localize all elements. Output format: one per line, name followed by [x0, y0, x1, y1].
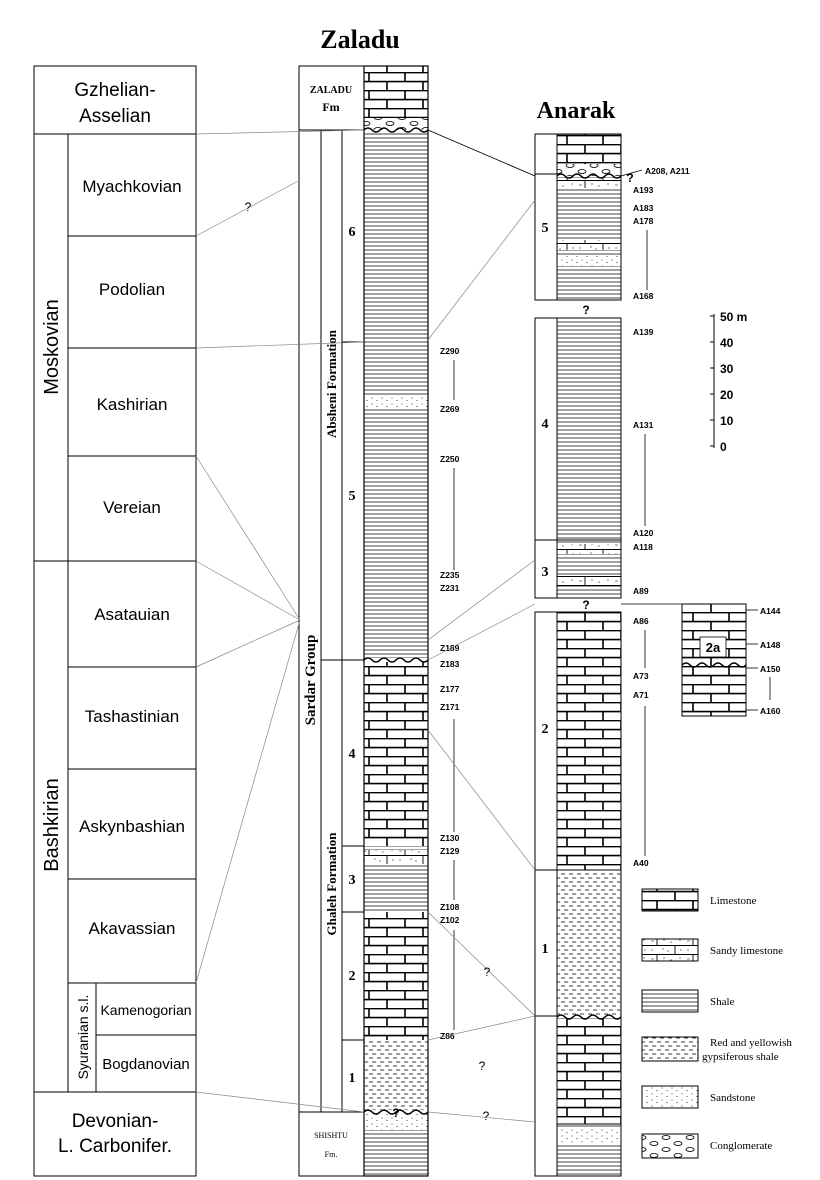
anarak-litho-unit3-sl1	[557, 544, 621, 554]
unit-2a-label: 2a	[705, 640, 721, 655]
sample-a183: A183	[633, 203, 654, 213]
sample-z130: Z130	[440, 833, 460, 843]
zaladu-litho-unit3-sandylime	[364, 850, 428, 864]
anarak-litho-unit2	[557, 612, 621, 870]
sample-a86: A86	[633, 616, 649, 626]
stage-tashastinian: Tashastinian	[84, 707, 180, 726]
anarak-title: Anarak	[536, 98, 616, 124]
anarak-unit2a-litho	[682, 604, 746, 716]
sample-a148: A148	[760, 640, 781, 650]
sample-z86: Z86	[440, 1031, 455, 1041]
stage-kamenogorian: Kamenogorian	[100, 1002, 192, 1018]
zaladu-unit-6: 6	[348, 225, 356, 240]
legend-label-limestone: Limestone	[710, 895, 757, 907]
legend-swatch-shale	[642, 990, 698, 1012]
sample-z189: Z189	[440, 643, 460, 653]
sample-z102: Z102	[440, 915, 460, 925]
legend-swatch-conglomerate	[642, 1134, 698, 1158]
sardar-group-label: Sardar Group	[303, 634, 319, 726]
query-mark-2: ?	[483, 965, 491, 979]
stage-devonian: Devonian-	[71, 1111, 159, 1132]
sample-z290: Z290	[440, 346, 460, 356]
legend	[642, 889, 792, 1158]
sample-a73: A73	[633, 671, 649, 681]
sample-z177: Z177	[440, 684, 460, 694]
anarak-litho-top-lime	[557, 134, 621, 164]
stage-myachkovian: Myachkovian	[82, 177, 182, 196]
stage-kashirian: Kashirian	[96, 395, 168, 414]
sample-z108: Z108	[440, 902, 460, 912]
sample-a120: A120	[633, 528, 654, 538]
stage-akavassian: Akavassian	[88, 919, 176, 938]
legend-swatch-sandstone	[642, 1086, 698, 1108]
series-syuranian: Syuranian s.l.	[75, 994, 91, 1080]
legend-swatch-gypsiferous-shale	[642, 1037, 698, 1061]
sample-z250: Z250	[440, 454, 460, 464]
zaladu-unit-4: 4	[348, 747, 356, 762]
anarak-litho-unit5	[557, 176, 621, 300]
sample-z129: Z129	[440, 846, 460, 856]
zaladu-unit-5: 5	[348, 489, 356, 504]
zaladu-litho-unit6	[364, 132, 428, 342]
anarak-unit-4: 4	[541, 417, 549, 432]
zaladu-title: Zaladu	[320, 25, 400, 54]
anarak-litho-unit5-sandylime	[557, 178, 621, 188]
anarak-unit-1: 1	[541, 942, 549, 957]
sample-a168: A168	[633, 291, 654, 301]
legend-label-shale: Shale	[710, 996, 735, 1008]
query-mark-1: ?	[244, 200, 252, 214]
series-labels	[41, 299, 91, 1079]
anarak-litho-unit5-sand	[557, 256, 621, 266]
scale-tick-40: 40	[720, 336, 734, 350]
series-bashkirian: Bashkirian	[41, 778, 63, 872]
zaladu-litho-unit5	[364, 342, 428, 658]
scale-tick-20: 20	[720, 388, 734, 402]
legend-label-gypsiferous-shale-2: gypsiferous shale	[702, 1051, 779, 1063]
legend-label-conglomerate: Conglomerate	[710, 1140, 773, 1152]
zaladu-section	[299, 66, 460, 1176]
zaladu-unit-1: 1	[348, 1071, 356, 1086]
query-mark-7: ?	[582, 598, 590, 612]
correlation-line-top	[428, 130, 535, 176]
stage-asatauian: Asatauian	[94, 605, 170, 624]
sample-a139: A139	[633, 327, 654, 337]
zaladu-fm-label-2: Fm	[322, 100, 340, 114]
anarak-litho-unit3-sl2	[557, 576, 621, 586]
query-mark-4: ?	[482, 1109, 490, 1123]
query-mark-8: ?	[626, 171, 634, 185]
stage-vereian: Vereian	[103, 498, 161, 517]
sample-z231: Z231	[440, 583, 460, 593]
stage-devonian-2: L. Carbonifer.	[57, 1136, 173, 1157]
sample-a71: A71	[633, 690, 649, 700]
scale-tick-30: 30	[720, 362, 734, 376]
sample-a193: A193	[633, 185, 654, 195]
stage-gzhelian-asselian: Gzhelian-	[74, 80, 156, 101]
sample-a89: A89	[633, 586, 649, 596]
scale-tick-50: 50 m	[720, 310, 748, 324]
anarak-litho-unit4	[557, 318, 621, 540]
query-mark-5: ?	[392, 1106, 400, 1120]
scale-tick-0: 0	[720, 440, 727, 454]
legend-swatch-sandy-limestone	[642, 939, 698, 961]
stage-askynbashian: Askynbashian	[79, 817, 185, 836]
stage-gzhelian-asselian-2: Asselian	[79, 106, 151, 127]
zaladu-litho-unit1	[364, 1040, 428, 1110]
query-mark-3: ?	[478, 1059, 486, 1073]
stage-bogdanovian: Bogdanovian	[102, 1056, 190, 1073]
zaladu-fm-label: ZALADU	[309, 85, 353, 96]
zaladu-unit-3: 3	[348, 873, 356, 888]
sample-a208-a211: A208, A211	[645, 166, 690, 176]
anarak-litho-unit1	[557, 870, 621, 1016]
anarak-samples	[633, 166, 690, 868]
sample-a160: A160	[760, 706, 781, 716]
scale-bar	[710, 310, 747, 454]
query-mark-6: ?	[582, 303, 590, 317]
sample-z235: Z235	[440, 570, 460, 580]
scale-tick-10: 10	[720, 414, 734, 428]
anarak-unit-5: 5	[541, 221, 549, 236]
zaladu-litho-unit4	[364, 662, 428, 846]
shishtu-fm-label: SHISHTU	[314, 1131, 348, 1140]
anarak-sample-range-lines	[621, 170, 647, 856]
sample-a40: A40	[633, 858, 649, 868]
shishtu-fm-label-2: Fm.	[324, 1150, 338, 1159]
stage-podolian: Podolian	[98, 280, 166, 299]
legend-label-gypsiferous-shale: Red and yellowish	[710, 1037, 792, 1049]
sample-a178: A178	[633, 216, 654, 226]
sample-z183: Z183	[440, 659, 460, 669]
sample-a144: A144	[760, 606, 781, 616]
zaladu-unit-2: 2	[348, 969, 356, 984]
legend-swatch-limestone	[642, 889, 698, 911]
zaladu-litho-zaladu-fm	[364, 66, 428, 118]
zaladu-litho-unit2	[364, 912, 428, 1040]
zaladu-litho-sandy-band1	[364, 395, 428, 409]
absheni-formation-label: Absheni Formation	[324, 330, 339, 438]
anarak-section	[535, 134, 784, 1176]
series-moskovian: Moskovian	[41, 299, 63, 395]
anarak-litho-base-sand	[557, 1128, 621, 1144]
sample-a131: A131	[633, 420, 654, 430]
ghaleh-formation-label: Ghaleh Formation	[324, 832, 339, 936]
anarak-unit-2: 2	[541, 722, 549, 737]
anarak-litho-base-lime	[557, 1018, 621, 1124]
sample-z171: Z171	[440, 702, 460, 712]
legend-label-sandy-limestone: Sandy limestone	[710, 945, 784, 957]
sample-a118: A118	[633, 542, 653, 552]
sample-z269: Z269	[440, 404, 460, 414]
anarak-unit-3: 3	[541, 565, 549, 580]
anarak-litho-unit5-band	[557, 240, 621, 250]
zaladu-samples	[440, 346, 460, 1041]
legend-label-sandstone: Sandstone	[710, 1092, 756, 1104]
sample-a150: A150	[760, 664, 781, 674]
